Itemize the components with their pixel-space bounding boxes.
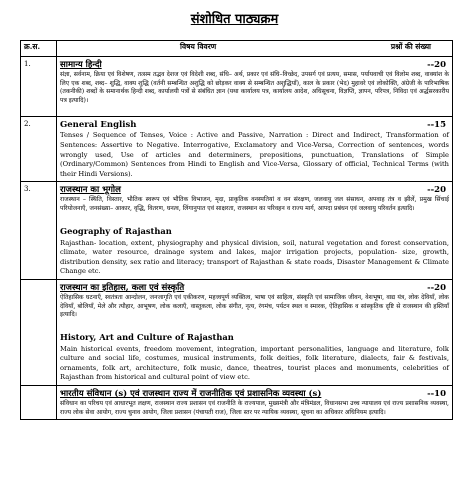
section-body (57, 57, 453, 117)
section-marks: --20 (427, 60, 446, 70)
section-body (57, 386, 453, 420)
section-body (57, 117, 453, 182)
section-heading (60, 389, 449, 400)
section-text: संज्ञा, सर्वनाम, क्रिया एवं विशेषण, तत्सम तद्भव देशज एवं विदेशी शब्द, संधि– अर्थ, प्रकार एवं संधि–विच्छेद, उपसर्ग एवं प्रत्यय, समास, पर्यायवाची एवं विलोम शब्द, वाक्यांश के लिए एक शब्द, शब्द– शुद्धि, वाक्य शुद्धि (वर्तनी सम्बन्धित अशुद्धि को छोड़कर वाक्य से सम्बन्धित अशुद्धियाँ), काल के प्रकार (भेद) मुहावरे एवं लोकोक्ति, अंग्रेजी के पारिभाषिक (तकनीकी) शब्दों के समानार्थक हिन्दी शब्द, कार्यालयी पत्रों से संबंधित ज्ञान (यथा कार्यालय पत्र, कार्यालय आदेश, अधिसूचना, विज्ञप्ति, ज्ञापन, परिपत्र, निविदा एवं अर्द्धसरकारीय पत्र इत्यादि)। (60, 71, 449, 104)
section-body (57, 279, 453, 385)
section-number (21, 386, 57, 420)
table-row (21, 386, 453, 420)
section-subtitle: History, Art and Culture of Rajasthan (60, 331, 234, 342)
document-title: संशोधित पाठ्यक्रम (190, 12, 279, 27)
table-row (21, 182, 453, 280)
section-number (21, 279, 57, 385)
section-text: ऐतिहासिक घटनाएँ, स्वतंत्रता आन्दोलन, जनजागृति एवं एकीकरण, महत्त्वपूर्ण व्यक्तित्व, भाषा एवं साहित्य, संस्कृति एवं सामाजिक जीवन, वेशभूषा, वाद्य यंत्र, लोक देवियाँ, लोक देवियाँ, बोलियाँ, मेले और त्यौहार, आभूषण, लोक कलाएँ, वास्तुकला, लोक संगीत, नृत्य, रंगमंच, पर्यटन स्थल व स्मारक, ऐतिहासिक व सांस्कृतिक दृष्टि से राजस्थान की हस्तियाँ इत्यादि। (60, 293, 449, 319)
section-subtext: Main historical events, freedom movement, integration, important personalities, language and literature, folk culture and social life, costumes, musical instruments, folk deities, folk literature, dialects, fair & festivals, ornaments, folk art, architecture, folk music, dance, theatres, tourist places and monuments, celebrities of Rajasthan from historical and cultural point of view etc. (60, 344, 449, 382)
header-serial-number: क्र.स. (21, 41, 57, 57)
section-heading (60, 120, 449, 131)
section-text: राजस्थान – स्थिति, विस्तार, भौतिक स्वरूप एवं भौतिक विभाजन, मृदा, प्राकृतिक वनस्पतियां व वन संरक्षण, जलवायु जल संसाधन, अपवाह तंत्र व झीलें, प्रमुख सिंचाई परियोजनाएँ, जनसंख्या– आकार, वृद्धि, वितरण, घनत्व, लिंगानुपात एवं साक्षरता, राजस्थान का परिवहन व राज्य मार्ग, आपदा प्रबंधन एवं जलवायु परिवर्तन इत्यादि। (60, 196, 449, 212)
section-title: राजस्थान का इतिहास, कला एवं संस्कृति (60, 282, 185, 293)
section-title: सामान्य हिन्दी (60, 60, 102, 70)
section-marks: --20 (427, 185, 446, 196)
section-heading (60, 185, 449, 196)
section-marks: --10 (427, 389, 446, 400)
syllabus-table (20, 40, 453, 420)
section-number: 2. (21, 117, 57, 182)
section-text: Tenses / Sequence of Tenses, Voice : Active and Passive, Narration : Direct and Indirect, Transformation of Sentences: Assertive to Negative. Interrogative, Exclamatory and Vice-Versa, Correction of sentences, words wrongly used, Use of articles and determiners, prepositions, punctuation, Translations of Simple (Ordinary/Common) Sentences from Hindi to English and Vice-Versa, Glossary of official, Technical Terms (with their Hindi Versions). (60, 131, 449, 178)
section-heading (60, 283, 449, 294)
section-title: General English (60, 120, 137, 131)
section-marks: --20 (427, 282, 446, 293)
header-subject: विषय विवरण (180, 42, 217, 51)
table-row (21, 57, 453, 117)
table-row (21, 279, 453, 385)
table-row (21, 117, 453, 182)
section-text: संविधान का परिचय एवं आधारभूत लक्षण, राजस्थान राज्य प्रशासन एवं राजनीति के राज्यपाल, मुख्यमंत्री और मंत्रिमंडल, विधानसभा उच्च न्यायालय एवं राज्य प्रशासनिक व्यवस्था, राज्य लोक सेवा आयोग, राज्य चुनाव आयोग, जिला प्रशासन (पंचायती राज), जिला स्तर पर न्यायिक व्यवस्था, सूचना का अधिकार अधिनियम इत्यादि। (60, 400, 449, 416)
section-number: 1. (21, 57, 57, 117)
table-header-row (21, 41, 453, 57)
section-subtext: Rajasthan- location, extent, physiography and physical division, soil, natural vegetation and forest conservation, climate, water resource, drainage system and lakes, major irrigation projects, population- size, growth, distribution density, sex ratio and literacy; transport of Rajasthan & state roads, Disaster Management & Climate Change etc. (60, 238, 449, 276)
section-title: राजस्थान का भूगोल (60, 185, 121, 196)
section-number: 3. (21, 182, 57, 280)
section-subtitle: Geography of Rajasthan (60, 225, 172, 236)
section-heading (60, 60, 449, 71)
section-title: भारतीय संविधान (s) एवं राजस्थान राज्य में राजनीतिक एवं प्रशासनिक व्यवस्था (s) (60, 389, 322, 400)
header-questions: प्रश्नों की संख्या (390, 42, 431, 51)
section-body (57, 182, 453, 280)
header-subject-cell (57, 41, 453, 57)
section-marks: --15 (427, 120, 446, 131)
